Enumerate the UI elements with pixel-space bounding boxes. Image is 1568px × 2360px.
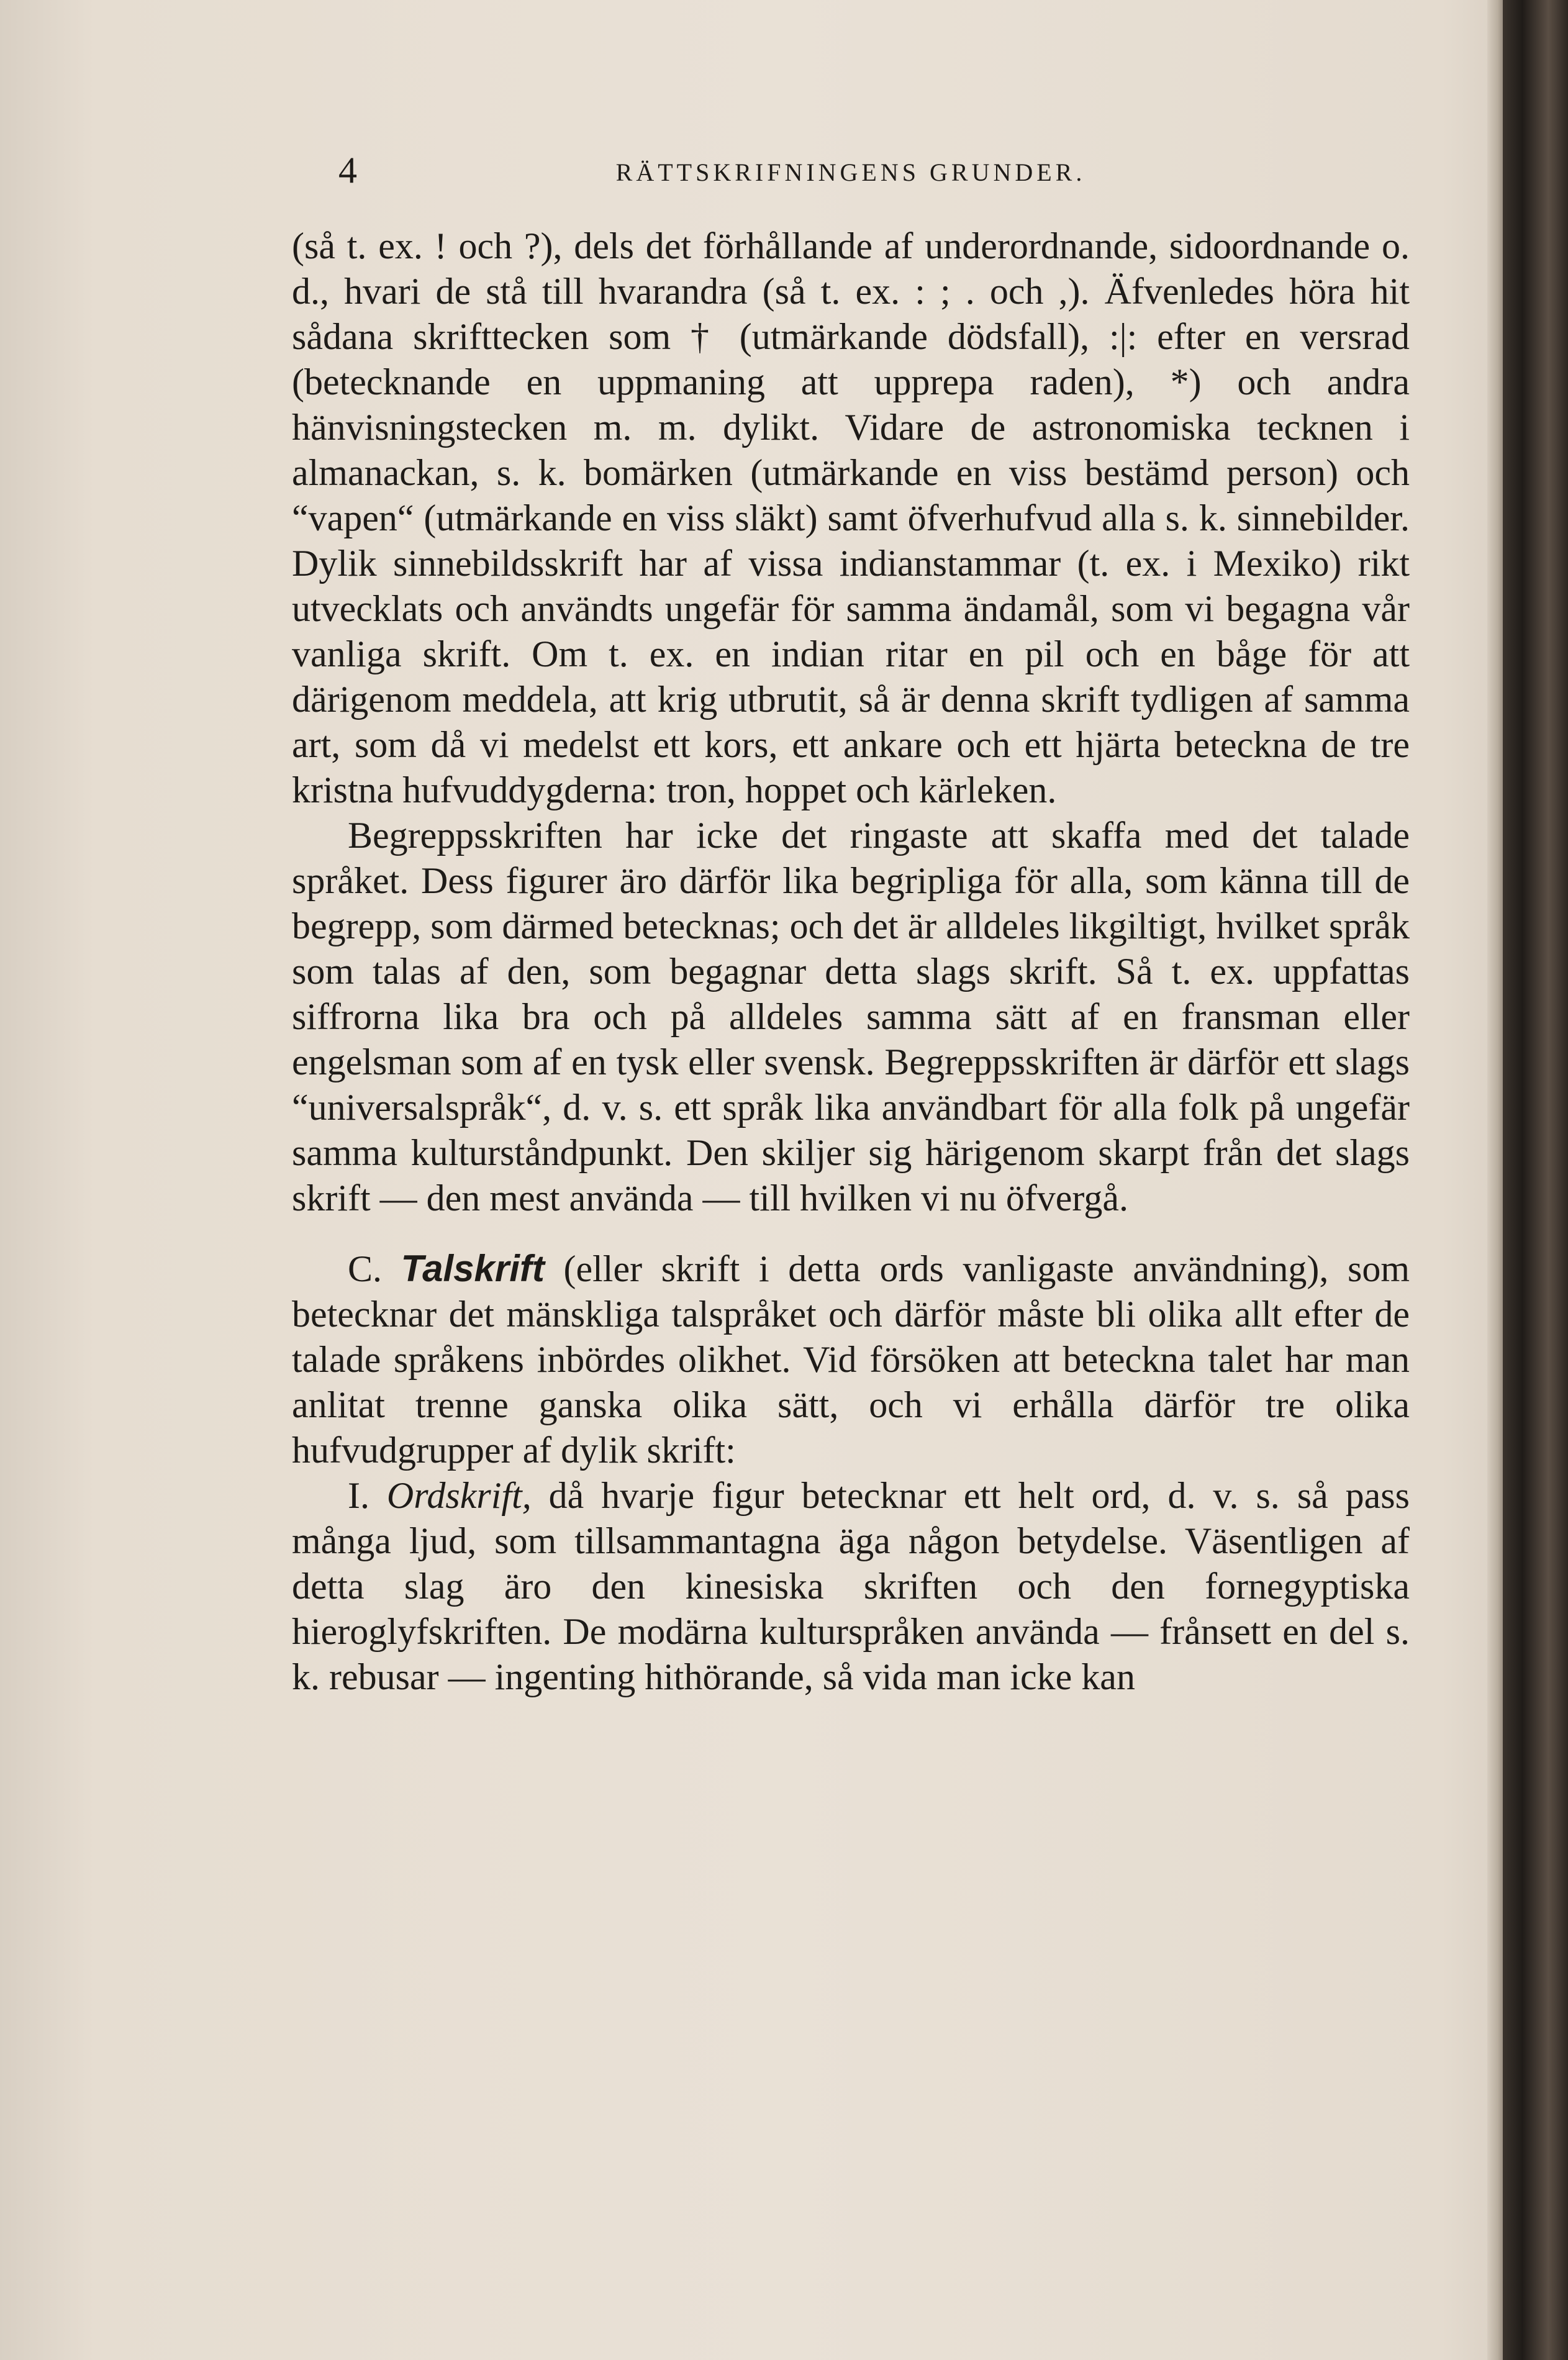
book-page xyxy=(292,149,1410,1700)
paragraph-4-prefix: I. xyxy=(348,1475,387,1516)
paragraph-3-prefix: C. xyxy=(348,1248,401,1289)
page-number: 4 xyxy=(338,150,357,191)
paragraph-1 xyxy=(292,224,1410,813)
book-binding xyxy=(1503,0,1568,2360)
paragraph-3-lead: Talskrift xyxy=(401,1248,545,1289)
page-header xyxy=(292,149,1410,199)
paragraph-4 xyxy=(292,1473,1410,1700)
paragraph-2 xyxy=(292,813,1410,1221)
paragraph-1-text: (så t. ex. ! och ?), dels det förhållande af underordnande, sidoordnande o. d., hvari de stå till hvarandra (så t. ex. : ; . och ,). Äfvenledes höra hit sådana skrifttecken som † (utmärkande dödsfall), :|: efter en versrad (betecknande en uppmaning att upprepa raden), *) och andra hänvisningstecken m. m. dylikt. Vidare de astronomiska tecknen i almanackan, s. k. bomärken (utmärkande en viss bestämd person) och “vapen“ (utmärkande en viss släkt) samt öfverhufvud alla s. k. sinnebilder. Dylik sinnebildsskrift har af vissa indianstammar (t. ex. i Mexiko) rikt utvecklats och användts ungefär för samma ändamål, som vi begagna vår vanliga skrift. Om t. ex. en indian ritar en pil och en båge för att därigenom meddela, att krig utbrutit, så är denna skrift tydligen af samma art, som då vi medelst ett kors, ett ankare och ett hjärta beteckna de tre kristna hufvuddygderna: tron, hoppet och kärleken. xyxy=(292,225,1410,810)
paragraph-2-text: Begreppsskriften har icke det ringaste att skaffa med det talade språket. Dess figurer äro därför lika begripliga för alla, som känna till de begrepp, som därmed betecknas; och det är alldeles likgiltigt, hvilket språk som talas af den, som begagnar detta slags skrift. Så t. ex. uppfattas siffrorna lika bra och på alldeles samma sätt af en fransman eller engelsman som af en tysk eller svensk. Begreppsskriften är därför ett slags “universalspråk“, d. v. s. ett språk lika användbart för alla folk på ungefär samma kulturståndpunkt. Den skiljer sig härigenom skarpt från det slags skrift — den mest använda — till hvilken vi nu öfvergå. xyxy=(292,815,1410,1219)
page-body xyxy=(292,224,1410,1700)
page-edge xyxy=(1487,0,1505,2360)
paragraph-3 xyxy=(292,1246,1410,1473)
paragraph-4-lead: Ordskrift, xyxy=(386,1475,532,1516)
paragraph-4-text: då hvarje figur betecknar ett helt ord, d. v. s. så pass många ljud, som tillsammantagna äga någon betydelse. Väsentligen af detta slag äro den kinesiska skriften och den fornegyptiska hieroglyfskriften. De modärna kulturspråken använda — frånsett en del s. k. rebusar — ingenting hithörande, så vida man icke kan xyxy=(292,1475,1410,1697)
paragraph-3-text: (eller skrift i detta ords vanligaste användning), som betecknar det mänskliga talspråket och därför måste bli olika allt efter de talade språkens inbördes olikhet. Vid försöken att beteckna talet har man anlitat trenne ganska olika sätt, och vi erhålla därför tre olika hufvudgrupper af dylik skrift: xyxy=(292,1248,1410,1471)
running-head: RÄTTSKRIFNINGENS GRUNDER. xyxy=(615,158,1086,186)
